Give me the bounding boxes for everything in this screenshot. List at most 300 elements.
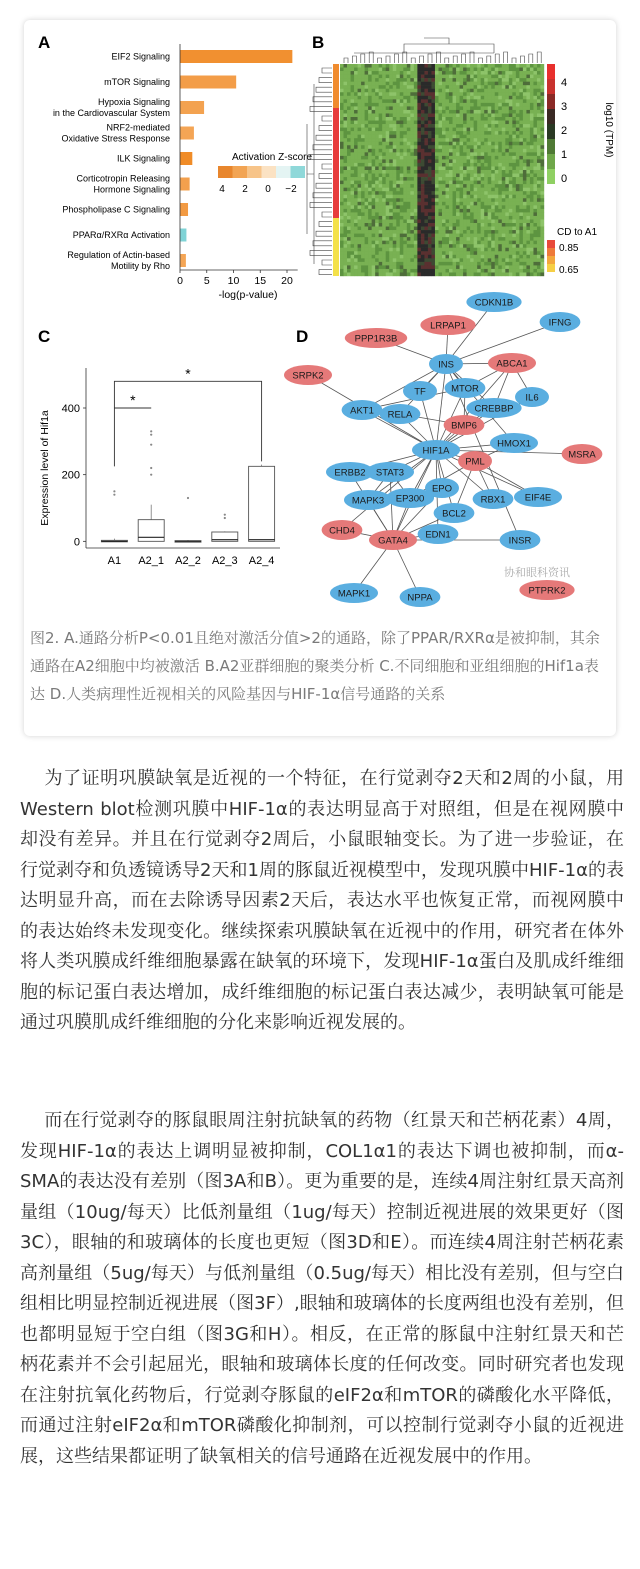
heatmap-cell — [509, 110, 513, 114]
heatmap-cell — [523, 219, 527, 223]
heatmap-cell — [463, 181, 467, 185]
heatmap-cell — [358, 241, 362, 245]
heatmap-cell — [505, 219, 509, 223]
heatmap-cell — [414, 248, 418, 252]
heatmap-cell — [379, 174, 383, 178]
heatmap-cell — [417, 177, 421, 181]
heatmap-cell — [509, 71, 513, 75]
heatmap-cell — [351, 251, 355, 255]
panel-a-label: A — [38, 33, 51, 52]
heatmap-cell — [344, 241, 348, 245]
heatmap-cell — [368, 142, 372, 146]
heatmap-cell — [491, 145, 495, 149]
heatmap-cell — [537, 272, 541, 276]
heatmap-cell — [358, 89, 362, 93]
heatmap-cell — [354, 131, 358, 135]
heatmap-cell — [537, 166, 541, 170]
heatmap-cell — [372, 216, 376, 220]
heatmap-cell — [354, 212, 358, 216]
heatmap-cell — [424, 227, 428, 231]
heatmap-cell — [379, 248, 383, 252]
heatmap-cell — [435, 202, 439, 206]
heatmap-cell — [351, 170, 355, 174]
heatmap-cell — [438, 202, 442, 206]
heatmap-cell — [368, 145, 372, 149]
heatmap-cell — [344, 92, 348, 96]
heatmap-cell — [470, 68, 474, 72]
heatmap-cell — [396, 212, 400, 216]
heatmap-cell — [488, 230, 492, 234]
heatmap-cell — [414, 262, 418, 266]
heatmap-cell — [386, 85, 390, 89]
heatmap-cell — [526, 124, 530, 128]
heatmap-cell — [446, 64, 450, 68]
heatmap-cell — [382, 110, 386, 114]
heatmap-cell — [442, 205, 446, 209]
heatmap-cell — [417, 248, 421, 252]
heatmap-cell — [470, 149, 474, 153]
heatmap-cell — [361, 244, 365, 248]
heatmap-cell — [512, 272, 516, 276]
heatmap-cell — [400, 156, 404, 160]
heatmap-cell — [414, 230, 418, 234]
heatmap-cell — [484, 234, 488, 238]
heatmap-cell — [358, 237, 362, 241]
heatmap-cell — [435, 113, 439, 117]
heatmap-cell — [368, 96, 372, 100]
heatmap-cell — [396, 227, 400, 231]
heatmap-cell — [516, 131, 520, 135]
heatmap-cell — [530, 121, 534, 125]
panel-b-heatmap — [307, 33, 614, 276]
heatmap-cell — [375, 103, 379, 107]
heatmap-cell — [393, 128, 397, 132]
heatmap-cell — [491, 163, 495, 167]
heatmap-cell — [396, 103, 400, 107]
heatmap-cell — [375, 131, 379, 135]
heatmap-cell — [438, 156, 442, 160]
heatmap-cell — [453, 181, 457, 185]
heatmap-cell — [446, 248, 450, 252]
heatmap-cell — [488, 99, 492, 103]
heatmap-cell — [379, 75, 383, 79]
heatmap-cell — [403, 216, 407, 220]
heatmap-cell — [488, 181, 492, 185]
heatmap-cell — [389, 124, 393, 128]
heatmap-cell — [375, 166, 379, 170]
heatmap-cell — [509, 128, 513, 132]
heatmap-cell — [470, 75, 474, 79]
heatmap-cell — [523, 212, 527, 216]
heatmap-cell — [368, 103, 372, 107]
heatmap-cell — [442, 272, 446, 276]
heatmap-cell — [505, 258, 509, 262]
heatmap-cell — [354, 117, 358, 121]
heatmap-cell — [495, 244, 499, 248]
heatmap-cell — [463, 177, 467, 181]
heatmap-cell — [393, 103, 397, 107]
heatmap-cell — [519, 212, 523, 216]
heatmap-cell — [460, 223, 464, 227]
heatmap-cell — [340, 212, 344, 216]
heatmap-cell — [358, 113, 362, 117]
heatmap-cell — [375, 255, 379, 259]
heatmap-cell — [372, 106, 376, 110]
heatmap-cell — [519, 82, 523, 86]
heatmap-cell — [365, 170, 369, 174]
heatmap-cell — [540, 230, 544, 234]
heatmap-cell — [530, 251, 534, 255]
heatmap-cell — [502, 219, 506, 223]
heatmap-cell — [495, 75, 499, 79]
heatmap-cell — [467, 103, 471, 107]
heatmap-cell — [414, 212, 418, 216]
heatmap-cell — [484, 117, 488, 121]
heatmap-cell — [505, 251, 509, 255]
heatmap-cell — [389, 145, 393, 149]
heatmap-cell — [442, 78, 446, 82]
heatmap-cell — [491, 227, 495, 231]
heatmap-cell — [372, 237, 376, 241]
heatmap-cell — [467, 82, 471, 86]
heatmap-cell — [526, 265, 530, 269]
heatmap-cell — [470, 117, 474, 121]
heatmap-cell — [537, 131, 541, 135]
heatmap-cell — [537, 71, 541, 75]
heatmap-cell — [491, 135, 495, 139]
heatmap-cell — [438, 272, 442, 276]
heatmap-cell — [488, 128, 492, 132]
heatmap-cell — [467, 255, 471, 259]
heatmap-cell — [460, 96, 464, 100]
heatmap-cell — [519, 78, 523, 82]
heatmap-cell — [375, 223, 379, 227]
heatmap-cell — [340, 92, 344, 96]
heatmap-cell — [428, 234, 432, 238]
heatmap-cell — [477, 212, 481, 216]
heatmap-cell — [403, 68, 407, 72]
heatmap-cell — [463, 163, 467, 167]
heatmap-cell — [403, 188, 407, 192]
heatmap-cell — [474, 85, 478, 89]
heatmap-cell — [474, 177, 478, 181]
heatmap-cell — [477, 156, 481, 160]
heatmap-cell — [509, 159, 513, 163]
heatmap-cell — [393, 149, 397, 153]
heatmap-cell — [407, 156, 411, 160]
heatmap-cell — [537, 262, 541, 266]
heatmap-cell — [530, 244, 534, 248]
heatmap-cell — [460, 227, 464, 231]
heatmap-cell — [351, 244, 355, 248]
heatmap-cell — [502, 163, 506, 167]
heatmap-cell — [477, 142, 481, 146]
heatmap-cell — [453, 209, 457, 213]
heatmap-cell — [498, 152, 502, 156]
heatmap-cell — [407, 205, 411, 209]
heatmap-cell — [435, 117, 439, 121]
heatmap-cell — [424, 219, 428, 223]
heatmap-cell — [442, 117, 446, 121]
heatmap-cell — [481, 209, 485, 213]
heatmap-cell — [467, 71, 471, 75]
heatmap-cell — [407, 181, 411, 185]
heatmap-cell — [442, 265, 446, 269]
heatmap-cell — [533, 166, 537, 170]
heatmap-cell — [516, 230, 520, 234]
heatmap-cell — [435, 64, 439, 68]
heatmap-cell — [523, 71, 527, 75]
heatmap-cell — [375, 202, 379, 206]
heatmap-cell — [340, 244, 344, 248]
heatmap-cell — [484, 177, 488, 181]
heatmap-cell — [519, 159, 523, 163]
heatmap-cell — [347, 110, 351, 114]
heatmap-cell — [533, 265, 537, 269]
x-tick-label-5: 5 — [203, 275, 210, 287]
heatmap-cell — [417, 170, 421, 174]
colorbar-tick-0: 0 — [561, 173, 568, 185]
heatmap-cell — [495, 110, 499, 114]
heatmap-cell — [414, 241, 418, 245]
heatmap-cell — [530, 92, 534, 96]
node-label-EP300: EP300 — [395, 493, 425, 505]
heatmap-cell — [431, 138, 435, 142]
heatmap-cell — [340, 223, 344, 227]
heatmap-cell — [456, 174, 460, 178]
heatmap-cell — [463, 244, 467, 248]
heatmap-cell — [484, 265, 488, 269]
heatmap-cell — [512, 149, 516, 153]
heatmap-cell — [495, 177, 499, 181]
heatmap-cell — [491, 241, 495, 245]
heatmap-cell — [467, 89, 471, 93]
heatmap-cell — [467, 170, 471, 174]
heatmap-cell — [431, 195, 435, 199]
heatmap-cell — [382, 188, 386, 192]
heatmap-cell — [372, 82, 376, 86]
heatmap-cell — [449, 85, 453, 89]
heatmap-cell — [372, 174, 376, 178]
heatmap-cell — [449, 131, 453, 135]
heatmap-cell — [516, 237, 520, 241]
heatmap-cell — [354, 159, 358, 163]
heatmap-cell — [484, 202, 488, 206]
heatmap-cell — [375, 209, 379, 213]
heatmap-cell — [400, 202, 404, 206]
heatmap-cell — [428, 181, 432, 185]
heatmap-cell — [498, 113, 502, 117]
heatmap-cell — [488, 241, 492, 245]
heatmap-cell — [502, 113, 506, 117]
heatmap-cell — [396, 166, 400, 170]
heatmap-cell — [533, 244, 537, 248]
heatmap-cell — [456, 68, 460, 72]
heatmap-cell — [484, 78, 488, 82]
heatmap-cell — [498, 163, 502, 167]
heatmap-cell — [491, 78, 495, 82]
heatmap-cell — [519, 255, 523, 259]
heatmap-cell — [407, 82, 411, 86]
heatmap-cell — [358, 121, 362, 125]
heatmap-cell — [407, 152, 411, 156]
heatmap-cell — [512, 99, 516, 103]
heatmap-cell — [537, 198, 541, 202]
heatmap-cell — [410, 106, 414, 110]
heatmap-cell — [347, 188, 351, 192]
heatmap-cell — [414, 205, 418, 209]
heatmap-cell — [389, 269, 393, 273]
heatmap-cell — [509, 177, 513, 181]
heatmap-cell — [533, 82, 537, 86]
heatmap-cell — [393, 106, 397, 110]
heatmap-cell — [498, 177, 502, 181]
colorbar-step — [547, 64, 555, 79]
heatmap-cell — [512, 244, 516, 248]
heatmap-cell — [488, 262, 492, 266]
heatmap-cell — [386, 181, 390, 185]
heatmap-cell — [403, 195, 407, 199]
heatmap-cell — [386, 75, 390, 79]
heatmap-cell — [463, 135, 467, 139]
heatmap-cell — [431, 177, 435, 181]
outlier-point — [150, 467, 152, 469]
heatmap-cell — [481, 64, 485, 68]
cd-colorbar-step — [547, 248, 555, 256]
heatmap-cell — [523, 166, 527, 170]
heatmap-cell — [505, 269, 509, 273]
heatmap-cell — [372, 234, 376, 238]
heatmap-cell — [372, 85, 376, 89]
heatmap-cell — [368, 163, 372, 167]
heatmap-cell — [530, 227, 534, 231]
heatmap-cell — [442, 174, 446, 178]
heatmap-cell — [467, 202, 471, 206]
heatmap-cell — [505, 230, 509, 234]
heatmap-cell — [403, 128, 407, 132]
heatmap-cell — [530, 216, 534, 220]
heatmap-cell — [396, 181, 400, 185]
heatmap-cell — [463, 113, 467, 117]
heatmap-cell — [358, 75, 362, 79]
heatmap-cell — [361, 121, 365, 125]
heatmap-cell — [481, 174, 485, 178]
heatmap-cell — [533, 124, 537, 128]
heatmap-cell — [358, 230, 362, 234]
heatmap-cell — [442, 68, 446, 72]
heatmap-cell — [442, 103, 446, 107]
heatmap-cell — [358, 106, 362, 110]
heatmap-cell — [484, 209, 488, 213]
heatmap-cell — [421, 106, 425, 110]
heatmap-cell — [431, 64, 435, 68]
heatmap-cell — [481, 117, 485, 121]
heatmap-cell — [372, 92, 376, 96]
heatmap-cell — [502, 92, 506, 96]
heatmap-cell — [389, 131, 393, 135]
heatmap-cell — [456, 205, 460, 209]
heatmap-cell — [481, 166, 485, 170]
heatmap-cell — [456, 117, 460, 121]
heatmap-cell — [474, 128, 478, 132]
bar-8 — [180, 229, 186, 242]
heatmap-cell — [400, 198, 404, 202]
heatmap-cell — [400, 121, 404, 125]
heatmap-cell — [453, 202, 457, 206]
heatmap-cell — [403, 103, 407, 107]
heatmap-cell — [516, 113, 520, 117]
heatmap-cell — [365, 89, 369, 93]
category-label-A2_3: A2_3 — [211, 555, 238, 567]
heatmap-cell — [491, 152, 495, 156]
heatmap-cell — [365, 152, 369, 156]
heatmap-cell — [460, 142, 464, 146]
heatmap-cell — [484, 103, 488, 107]
heatmap-cell — [540, 106, 544, 110]
heatmap-cell — [403, 223, 407, 227]
heatmap-cell — [365, 128, 369, 132]
heatmap-cell — [512, 103, 516, 107]
heatmap-cell — [512, 131, 516, 135]
heatmap-cell — [453, 152, 457, 156]
heatmap-cell — [435, 248, 439, 252]
heatmap-cell — [435, 149, 439, 153]
heatmap-cell — [347, 131, 351, 135]
heatmap-cell — [400, 209, 404, 213]
heatmap-cell — [351, 205, 355, 209]
heatmap-cell — [351, 209, 355, 213]
heatmap-cell — [512, 251, 516, 255]
heatmap-cell — [382, 149, 386, 153]
heatmap-cell — [460, 198, 464, 202]
heatmap-cell — [344, 82, 348, 86]
heatmap-cell — [516, 241, 520, 245]
heatmap-cell — [403, 110, 407, 114]
heatmap-cell — [375, 272, 379, 276]
heatmap-cell — [498, 251, 502, 255]
heatmap-cell — [347, 170, 351, 174]
heatmap-cell — [484, 181, 488, 185]
heatmap-cell — [537, 82, 541, 86]
heatmap-cell — [509, 230, 513, 234]
heatmap-cell — [463, 223, 467, 227]
heatmap-cell — [351, 269, 355, 273]
heatmap-cell — [368, 181, 372, 185]
heatmap-cell — [537, 68, 541, 72]
heatmap-cell — [417, 96, 421, 100]
heatmap-cell — [498, 212, 502, 216]
x-tick-label-20: 20 — [281, 275, 293, 287]
heatmap-cell — [347, 262, 351, 266]
heatmap-cell — [428, 124, 432, 128]
heatmap-cell — [488, 106, 492, 110]
heatmap-cell — [431, 198, 435, 202]
heatmap-cell — [540, 92, 544, 96]
heatmap-cell — [488, 64, 492, 68]
heatmap-cell — [498, 142, 502, 146]
heatmap-cell — [505, 205, 509, 209]
heatmap-cell — [379, 219, 383, 223]
heatmap-cell — [340, 106, 344, 110]
heatmap-cell — [526, 191, 530, 195]
heatmap-cell — [477, 272, 481, 276]
heatmap-cell — [347, 272, 351, 276]
heatmap-cell — [379, 96, 383, 100]
heatmap-cell — [540, 191, 544, 195]
heatmap-cell — [368, 237, 372, 241]
heatmap-cell — [446, 142, 450, 146]
heatmap-cell — [474, 248, 478, 252]
